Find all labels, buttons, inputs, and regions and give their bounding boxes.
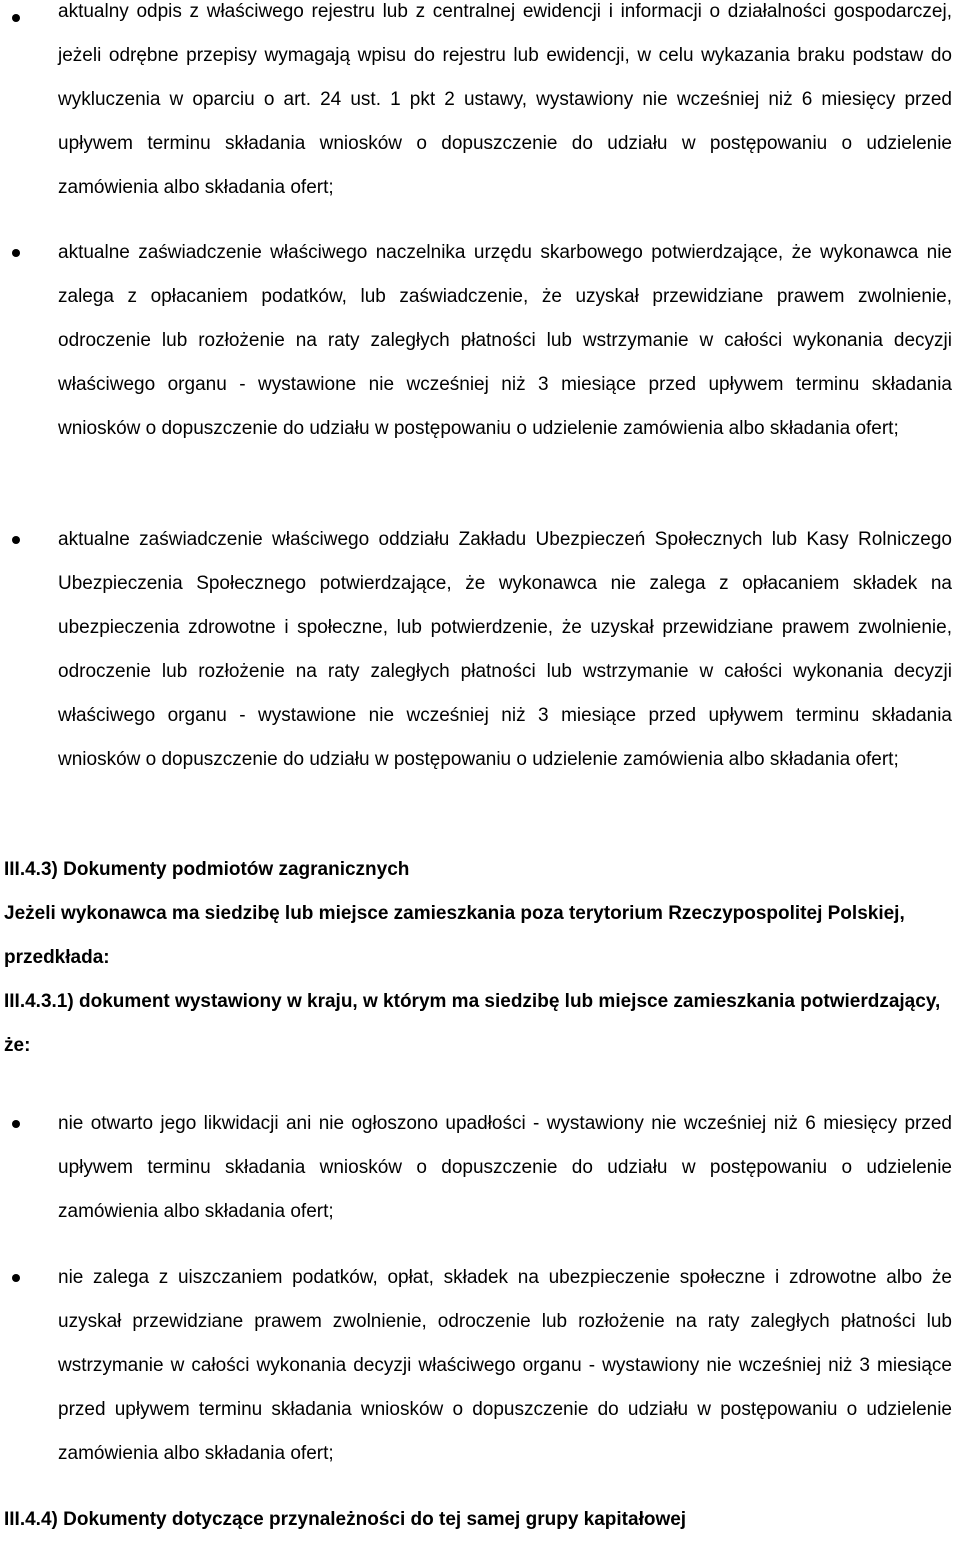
list-item: aktualny odpis z właściwego rejestru lub z centralnej ewidencji i informacji o działalności gospodarczej, jeżeli odrębne przepisy wymagają wpisu do rejestru lub ewidencji, w celu wykazania braku podstaw do wykluczenia w oparciu o art. 24 ust. 1 pkt 2 ustawy, wystawiony nie wcześniej niż 6 miesięcy przed upływem terminu składania wniosków o dopuszczenie do udziału w postępowaniu o udzielenie zamówienia albo składania ofert;: [58, 1, 952, 198]
section-heading: III.4.4) Dokumenty dotyczące przynależności do tej samej grupy kapitałowej: [4, 1509, 687, 1530]
bullet-icon: [12, 1120, 20, 1128]
section-intro: Jeżeli wykonawca ma siedzibę lub miejsce zamieszkania poza terytorium Rzeczypospolitej Polskiej, przedkłada:: [4, 903, 905, 968]
bullet-icon: [12, 249, 20, 257]
section-heading: III.4.3) Dokumenty podmiotów zagranicznych: [4, 859, 410, 880]
bullet-icon: [12, 536, 20, 544]
list-item: aktualne zaświadczenie właściwego naczelnika urzędu skarbowego potwierdzające, że wykonawca nie zalega z opłacaniem podatków, lub zaświadczenie, że uzyskał przewidziane prawem zwolnienie, odroczenie lub rozłożenie na raty zaległych płatności lub wstrzymanie w całości wykonania decyzji właściwego organu - wystawione nie wcześniej niż 3 miesiące przed upływem terminu składania wniosków o dopuszczenie do udziału w postępowaniu o udzielenie zamówienia albo składania ofert;: [58, 242, 952, 439]
bullet-icon: [12, 14, 20, 22]
list-item: nie otwarto jego likwidacji ani nie ogłoszono upadłości - wystawiony nie wcześniej niż 6 miesięcy przed upływem terminu składania wniosków o dopuszczenie do udziału w postępowaniu o udzielenie zamówienia albo składania ofert;: [58, 1113, 952, 1222]
subsection-heading: III.4.3.1) dokument wystawiony w kraju, w którym ma siedzibę lub miejsce zamieszkania potwierdzający, że:: [4, 991, 941, 1056]
bullet-icon: [12, 1274, 20, 1282]
list-item: nie zalega z uiszczaniem podatków, opłat, składek na ubezpieczenie społeczne i zdrowotne albo że uzyskał przewidziane prawem zwolnienie, odroczenie lub rozłożenie na raty zaległych płatności lub wstrzymanie w całości wykonania decyzji właściwego organu - wystawiony nie wcześniej niż 3 miesiące przed upływem terminu składania wniosków o dopuszczenie do udziału w postępowaniu o udzielenie zamówienia albo składania ofert;: [58, 1267, 952, 1464]
list-item: aktualne zaświadczenie właściwego oddziału Zakładu Ubezpieczeń Społecznych lub Kasy Rolniczego Ubezpieczenia Społecznego potwierdzające, że wykonawca nie zalega z opłacaniem składek na ubezpieczenia zdrowotne i społeczne, lub potwierdzenie, że uzyskał przewidziane prawem zwolnienie, odroczenie lub rozłożenie na raty zaległych płatności lub wstrzymanie w całości wykonania decyzji właściwego organu - wystawione nie wcześniej niż 3 miesiące przed upływem terminu składania wniosków o dopuszczenie do udziału w postępowaniu o udzielenie zamówienia albo składania ofert;: [58, 529, 952, 770]
